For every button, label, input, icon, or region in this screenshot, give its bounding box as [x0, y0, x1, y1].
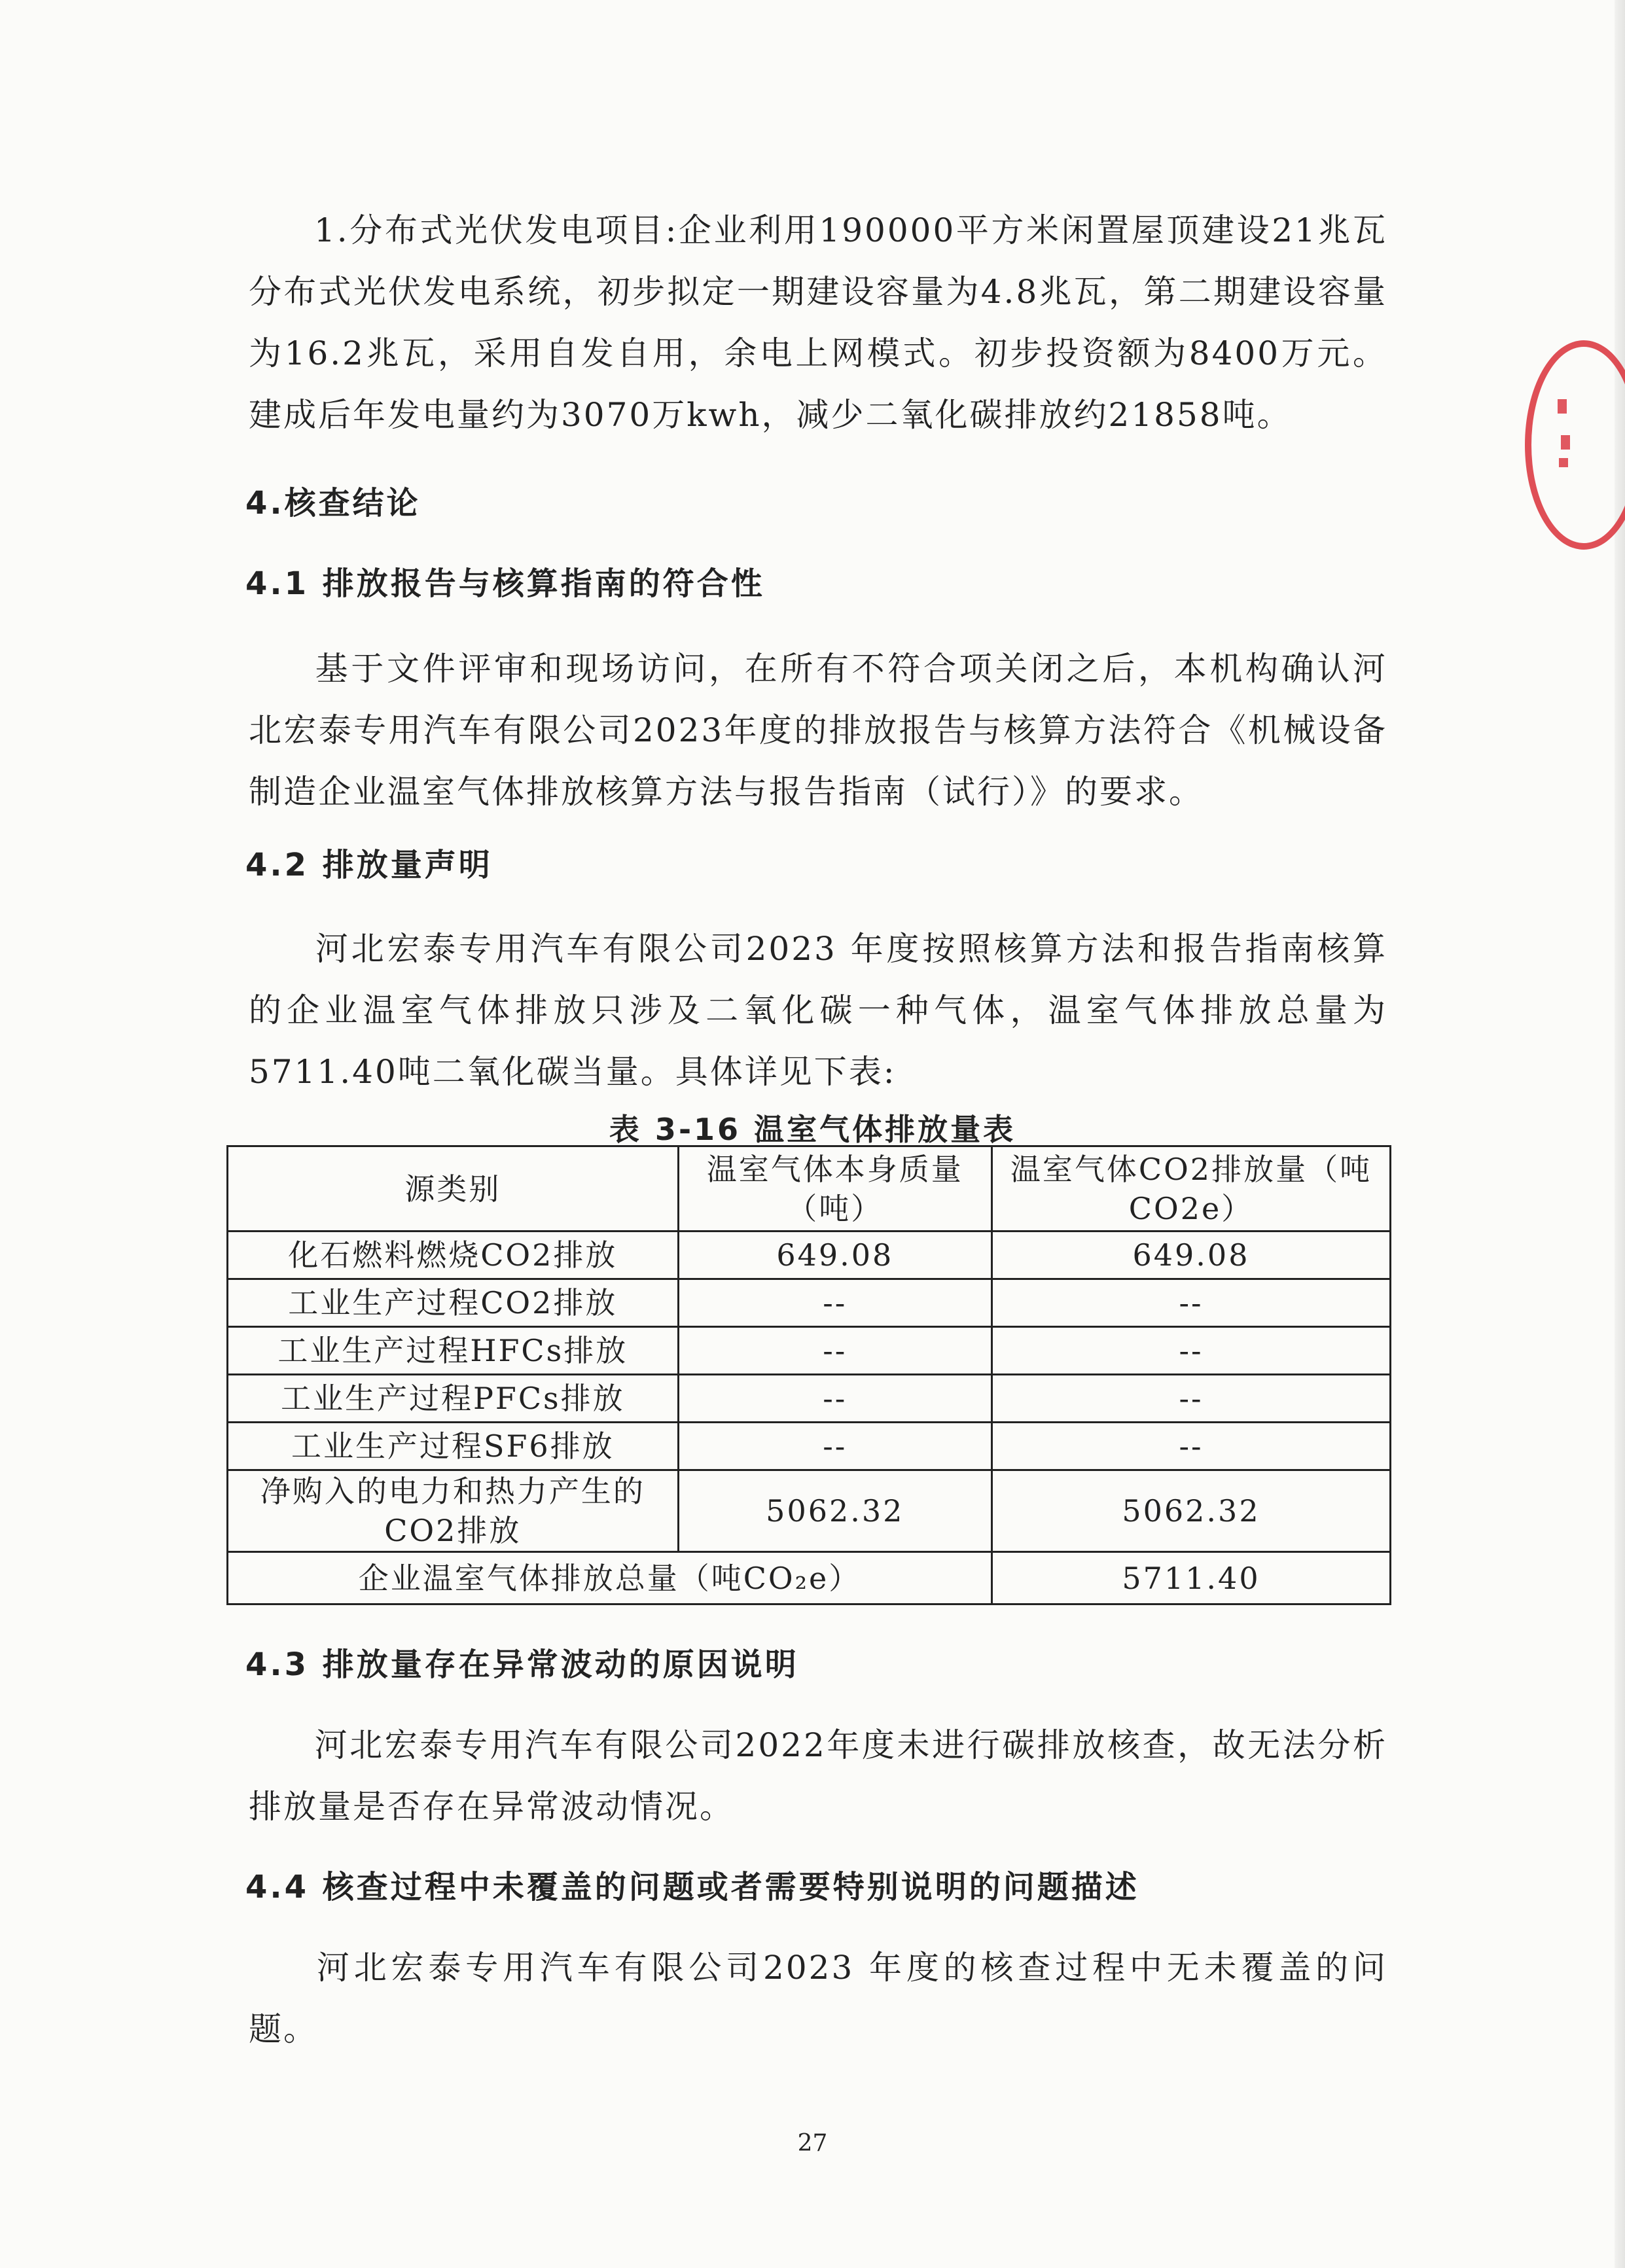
paragraph-pv-project: 1.分布式光伏发电项目:企业利用190000平方米闲置屋顶建设21兆瓦分布式光伏发电系统，初步拟定一期建设容量为4.8兆瓦，第二期建设容量为16.2兆瓦，采用自发自用，余电上网模式。初步投资额为8400万元。建成后年发电量约为3070万kwh，减少二氧化碳排放约21858吨。	[249, 211, 1387, 434]
emissions-table	[226, 1145, 1391, 1605]
header-source: 源类别	[228, 1146, 679, 1231]
total-value: 5711.40	[991, 1552, 1390, 1604]
header-mass: 温室气体本身质量（吨）	[678, 1146, 991, 1231]
seal-mark	[1559, 458, 1568, 467]
table-header-row	[228, 1146, 1391, 1231]
table-row	[228, 1231, 1391, 1279]
table-row	[228, 1375, 1391, 1423]
cell-mass: --	[678, 1375, 991, 1423]
cell-source: 工业生产过程SF6排放	[228, 1423, 679, 1470]
heading-verification-conclusion: 4.核查结论	[245, 485, 421, 522]
cell-mass: 649.08	[678, 1231, 991, 1279]
table-row	[228, 1470, 1391, 1552]
paragraph-emission-statement: 河北宏泰专用汽车有限公司2023 年度按照核算方法和报告指南核算的企业温室气体排放只涉及二氧化碳一种气体，温室气体排放总量为5711.40吨二氧化碳当量。具体详见下表:	[249, 930, 1387, 1091]
heading-4-3: 4.3 排放量存在异常波动的原因说明	[245, 1646, 799, 1683]
table-row	[228, 1423, 1391, 1470]
cell-mass: 5062.32	[678, 1470, 991, 1552]
cell-co2e: 5062.32	[991, 1470, 1390, 1552]
seal-mark	[1561, 435, 1570, 450]
cell-co2e: --	[991, 1327, 1390, 1375]
cell-mass: --	[678, 1327, 991, 1375]
cell-source: 化石燃料燃烧CO2排放	[228, 1231, 679, 1279]
table-title: 表 3-16 温室气体排放量表	[609, 1112, 1016, 1147]
cell-mass: --	[678, 1423, 991, 1470]
table-total-row	[228, 1552, 1391, 1604]
heading-4-1: 4.1 排放报告与核算指南的符合性	[245, 565, 765, 602]
table-row	[228, 1279, 1391, 1327]
cell-source: 工业生产过程CO2排放	[228, 1279, 679, 1327]
cell-source: 工业生产过程HFCs排放	[228, 1327, 679, 1375]
cell-mass: --	[678, 1279, 991, 1327]
heading-4-2: 4.2 排放量声明	[245, 847, 493, 883]
heading-4-4: 4.4 核查过程中未覆盖的问题或者需要特别说明的问题描述	[245, 1869, 1139, 1905]
header-co2e: 温室气体CO2排放量（吨CO2e）	[991, 1146, 1390, 1231]
cell-co2e: 649.08	[991, 1231, 1390, 1279]
total-label: 企业温室气体排放总量（吨CO₂e）	[228, 1552, 992, 1604]
paragraph-fluctuation: 河北宏泰专用汽车有限公司2022年度未进行碳排放核查，故无法分析排放量是否存在异常波动情况。	[249, 1726, 1387, 1826]
cell-source: 净购入的电力和热力产生的CO2排放	[228, 1470, 679, 1552]
cell-co2e: --	[991, 1279, 1390, 1327]
cell-co2e: --	[991, 1423, 1390, 1470]
table-row	[228, 1327, 1391, 1375]
paragraph-uncovered-issues: 河北宏泰专用汽车有限公司2023 年度的核查过程中无未覆盖的问题。	[249, 1949, 1387, 2048]
seal-mark	[1558, 399, 1567, 414]
paragraph-compliance: 基于文件评审和现场访问，在所有不符合项关闭之后，本机构确认河北宏泰专用汽车有限公司2023年度的排放报告与核算方法符合《机械设备制造企业温室气体排放核算方法与报告指南（试行）》的要求。	[249, 650, 1387, 811]
red-seal-stamp	[1525, 340, 1625, 550]
cell-co2e: --	[991, 1375, 1390, 1423]
page-number: 27	[797, 2130, 828, 2157]
cell-source: 工业生产过程PFCs排放	[228, 1375, 679, 1423]
